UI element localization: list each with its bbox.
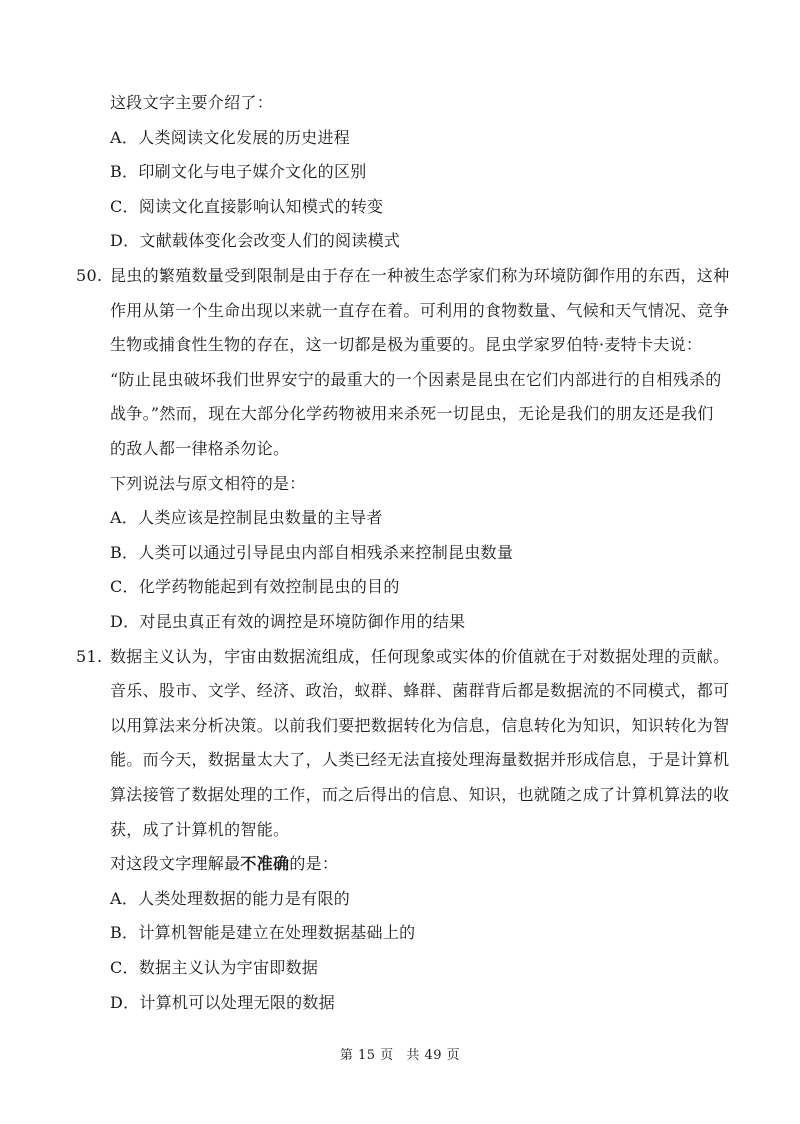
- q50-option-d: D．对昆虫真正有效的调控是环境防御作用的结果: [110, 612, 466, 631]
- q50-prompt: 下列说法与原文相符的是：: [110, 474, 306, 493]
- q51-option-d: D．计算机可以处理无限的数据: [110, 993, 336, 1012]
- q50-passage-line: “防止昆虫破坏我们世界安宁的最重大的一个因素是昆虫在它们内部进行的自相残杀的: [110, 370, 722, 389]
- q51-passage-line: 数据主义认为，宇宙由数据流组成，任何现象或实体的价值就在于对数据处理的贡献。: [110, 647, 730, 666]
- q51-passage-line: 以用算法来分析决策。以前我们要把数据转化为信息，信息转化为知识，知识转化为智: [110, 716, 730, 735]
- q49-option-d: D．文献载体变化会改变人们的阅读模式: [110, 231, 401, 250]
- q50-passage-line: 的敌人都一律格杀勿论。: [110, 439, 290, 458]
- q51-prompt-after: 的是：: [289, 854, 339, 873]
- q49-option-b: B．印刷文化与电子媒介文化的区别: [110, 162, 367, 181]
- q50-passage-line: 作用从第一个生命出现以来就一直存在着。可利用的食物数量、气候和天气情况、竞争: [110, 301, 730, 320]
- page-footer: [0, 1048, 800, 1064]
- q50-option-c: C．化学药物能起到有效控制昆虫的目的: [110, 577, 400, 596]
- q51-passage-line: 算法接管了数据处理的工作，而之后得出的信息、知识，也就随之成了计算机算法的收: [110, 785, 730, 804]
- q50-passage-line: 生物或捕食性生物的存在，这一切都是极为重要的。昆虫学家罗伯特·麦特卡夫说：: [110, 335, 703, 354]
- q50-number: 50.: [76, 266, 103, 285]
- q51-passage-line: 能。而今天，数据量太大了，人类已经无法直接处理海量数据并形成信息，于是计算机: [110, 750, 730, 769]
- q51-prompt-emphasis: 不准确: [240, 854, 290, 873]
- q51-prompt: [110, 854, 338, 874]
- q50-option-a: A．人类应该是控制昆虫数量的主导者: [110, 508, 383, 527]
- page-number: 第 15 页: [339, 1048, 394, 1063]
- q51-prompt-before: 对这段文字理解最: [110, 854, 241, 873]
- q51-option-a: A．人类处理数据的能力是有限的: [110, 889, 351, 908]
- q51-number: 51.: [76, 647, 103, 666]
- q51-option-c: C．数据主义认为宇宙即数据: [110, 958, 319, 977]
- q51-option-b: B．计算机智能是建立在处理数据基础上的: [110, 923, 416, 942]
- q50-option-b: B．人类可以通过引导昆虫内部自相残杀来控制昆虫数量: [110, 543, 514, 562]
- q49-prompt: 这段文字主要介绍了：: [110, 93, 274, 112]
- q49-option-c: C．阅读文化直接影响认知模式的转变: [110, 197, 384, 216]
- page-total: 共 49 页: [406, 1048, 461, 1063]
- q49-option-a: A．人类阅读文化发展的历史进程: [110, 128, 351, 147]
- q50-passage-line: 昆虫的繁殖数量受到限制是由于存在一种被生态学家们称为环境防御作用的东西，这种: [110, 266, 730, 285]
- q51-passage-line: 音乐、股市、文学、经济、政治，蚁群、蜂群、菌群背后都是数据流的不同模式，都可: [110, 681, 730, 700]
- q51-passage-line: 获，成了计算机的智能。: [110, 820, 290, 839]
- q50-passage-line: 战争。”然而，现在大部分化学药物被用来杀死一切昆虫，无论是我们的朋友还是我们: [110, 404, 714, 423]
